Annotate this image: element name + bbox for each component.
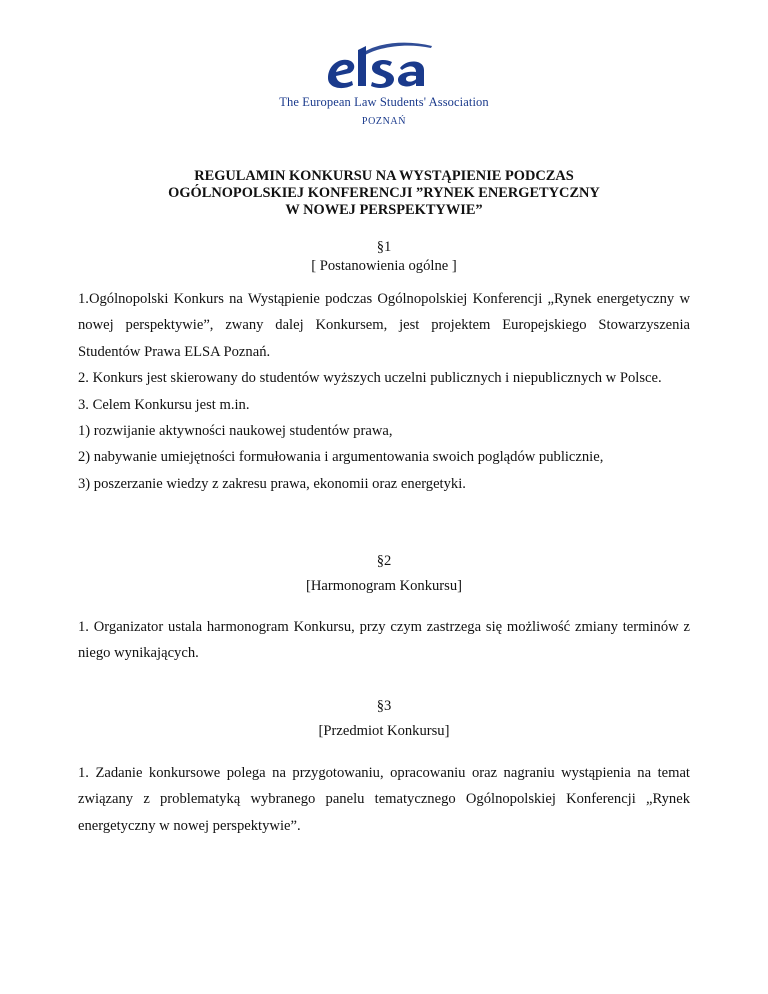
section-2-body — [78, 614, 690, 667]
section-3-body — [78, 760, 690, 839]
title-line-3: W NOWEJ PERSPEKTYWIE” — [285, 201, 483, 218]
title-line-2: OGÓLNOPOLSKIEJ KONFERENCJI ”RYNEK ENERGETYCZNY — [168, 184, 600, 201]
section-1-item-4: 1) rozwijanie aktywności naukowej studentów prawa, — [78, 423, 393, 440]
section-2-item-1: 1. Organizator ustala harmonogram Konkursu, przy czym zastrzega się możliwość zmiany terminów z niego wynikających. — [78, 619, 690, 662]
section-1-heading: [ Postanowienia ogólne ] — [311, 258, 457, 274]
section-1-header — [0, 238, 768, 276]
title-line-1: REGULAMIN KONKURSU NA WYSTĄPIENIE PODCZAS — [194, 168, 574, 184]
section-3-header — [0, 697, 768, 741]
organization-city: POZNAŃ — [361, 116, 407, 127]
organization-name: The European Law Students' Association — [279, 95, 489, 109]
section-1-item-5: 2) nabywanie umiejętności formułowania i argumentowania swoich poglądów publicznie, — [78, 449, 604, 466]
elsa-logo-graphic — [320, 38, 448, 96]
elsa-logo — [320, 38, 448, 96]
section-1-item-6: 3) poszerzanie wiedzy z zakresu prawa, ekonomii oraz energetyki. — [78, 475, 466, 492]
section-2-symbol: §2 — [376, 553, 392, 569]
section-3-item-1: 1. Zadanie konkursowe polega na przygotowaniu, opracowaniu oraz nagraniu wystąpienia na temat związany z problematyką wybranego panelu tematycznego Ogólnopolskiej Konferencji „Rynek energetyczny w nowej perspektywie”. — [78, 765, 690, 834]
document-title — [100, 168, 668, 218]
section-2-heading: [Harmonogram Konkursu] — [305, 578, 463, 594]
section-3-heading: [Przedmiot Konkursu] — [318, 723, 450, 739]
section-1-item-2: 2. Konkurs jest skierowany do studentów wyższych uczelni publicznych i niepublicznych w Polsce. — [78, 370, 662, 387]
section-1-item-1: 1.Ogólnopolski Konkurs na Wystąpienie podczas Ogólnopolskiej Konferencji „Rynek energetyczny w nowej perspektywie”, zwany dalej Konkursem, jest projektem Europejskiego Stowarzyszenia Studentów Prawa ELSA Poznań. — [78, 291, 690, 360]
section-1-item-3: 3. Celem Konkursu jest m.in. — [78, 396, 250, 413]
section-1-symbol: §1 — [376, 239, 392, 255]
section-3-symbol: §3 — [376, 698, 392, 714]
section-2-header — [0, 552, 768, 596]
section-1-body — [78, 286, 690, 497]
